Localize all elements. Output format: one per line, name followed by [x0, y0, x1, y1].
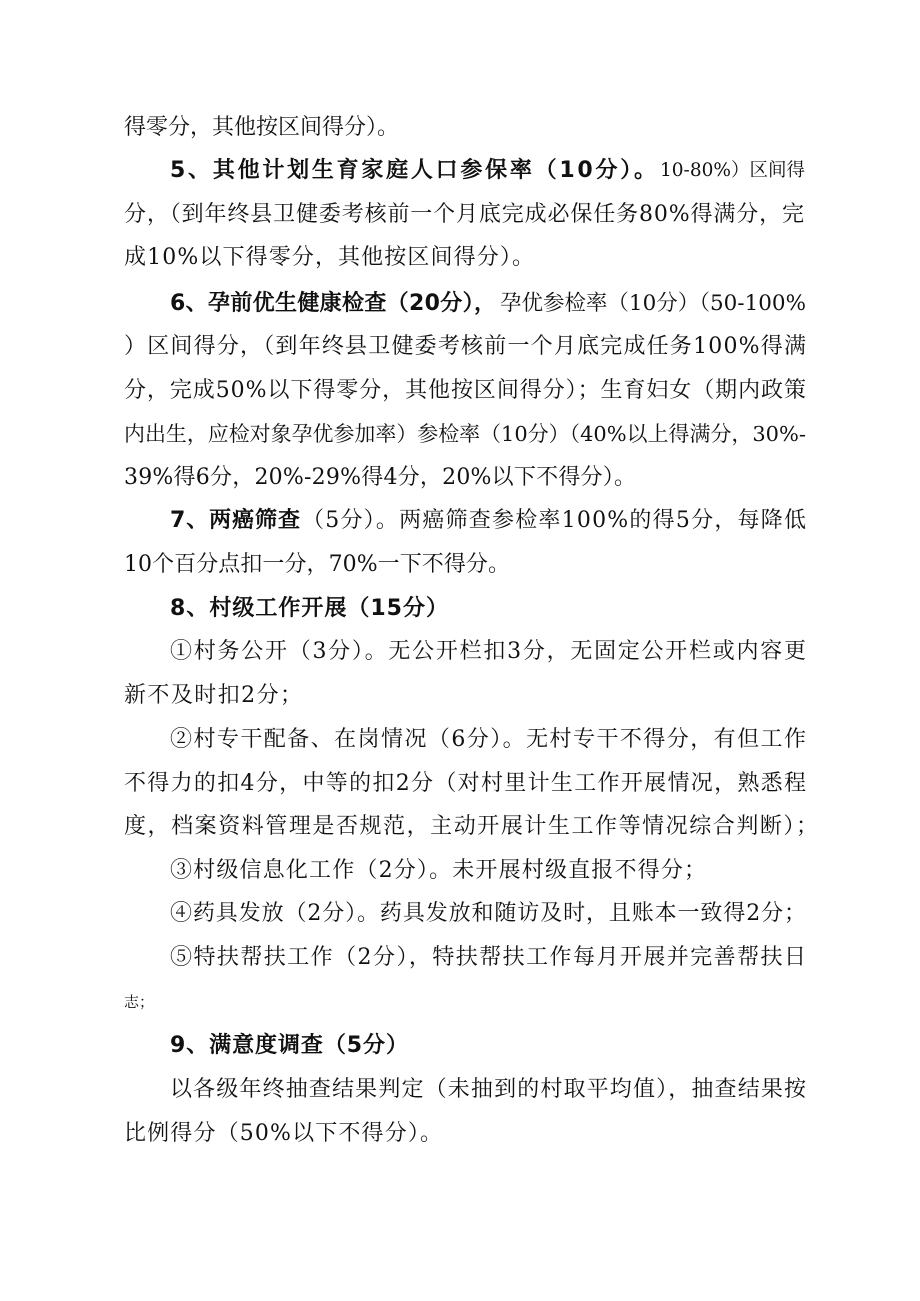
text-run: ②村专干配备、在岗情况（6分）。无村专干不得分，有但工作	[170, 727, 808, 752]
text-run: ⑤特扶帮扶工作（2分），特扶帮扶工作每月开展并完善帮扶日	[170, 945, 808, 970]
text-run: ③村级信息化工作（2分）。未开展村级直报不得分；	[170, 858, 708, 883]
section-8-heading: 8、村级工作开展（15分）	[170, 596, 449, 621]
text-run: 不得力的扣4分，中等的扣2分（对村里计生工作开展情况，熟悉程	[124, 771, 808, 796]
text-run: 内出生，应检对象孕优参加率）参检率（10分）（40%以上得满分，30%-	[124, 422, 807, 446]
text-run: 成10%以下得零分，其他按区间得分）。	[124, 245, 536, 270]
text-run: 度，档案资料管理是否规范，主动开展计生工作等情况综合判断）；	[124, 814, 820, 839]
section-6-heading: 6、孕前优生健康检查（20分），	[170, 291, 497, 316]
text-run: 以各级年终抽查结果判定（未抽到的村取平均值），抽查结果按	[170, 1077, 808, 1102]
text-run: 孕优参检率（10分）（50-100%	[500, 291, 807, 316]
text-run: 分，（到年终县卫健委考核前一个月底完成必保任务80%得满分，完	[124, 202, 805, 227]
text-run: 得零分，其他按区间得分）。	[124, 115, 400, 140]
text-run: ④药具发放（2分）。药具发放和随访及时，且账本一致得2分；	[170, 901, 807, 926]
text-run: ）区间得分，（到年终县卫健委考核前一个月底完成任务100%得满	[124, 334, 808, 359]
text-run: ①村务公开（3分）。无公开栏扣3分，无固定公开栏或内容更	[170, 639, 808, 664]
text-run: 39%得6分，20%-29%得4分，20%以下不得分）。	[124, 465, 637, 490]
text-run: 比例得分（50%以下不得分）。	[124, 1121, 444, 1146]
text-run: 10个百分点扣一分，70%一下不得分。	[124, 552, 511, 577]
text-run: （5分）。两癌筛查参检率100%的得5分，每降低	[302, 508, 808, 533]
text-run: 新不及时扣2分；	[124, 683, 304, 708]
section-7-heading: 7、两癌筛查	[170, 508, 301, 533]
section-9-heading: 9、满意度调查（5分）	[170, 1033, 409, 1058]
text-run: 10-80%）区间得	[660, 160, 805, 181]
text-run: 分，完成50%以下得零分，其他按区间得分）；生育妇女（期内政策	[124, 378, 807, 403]
section-5-heading: 5、其他计划生育家庭人口参保率（10分）。	[170, 158, 659, 183]
text-run: 志；	[124, 993, 155, 1011]
